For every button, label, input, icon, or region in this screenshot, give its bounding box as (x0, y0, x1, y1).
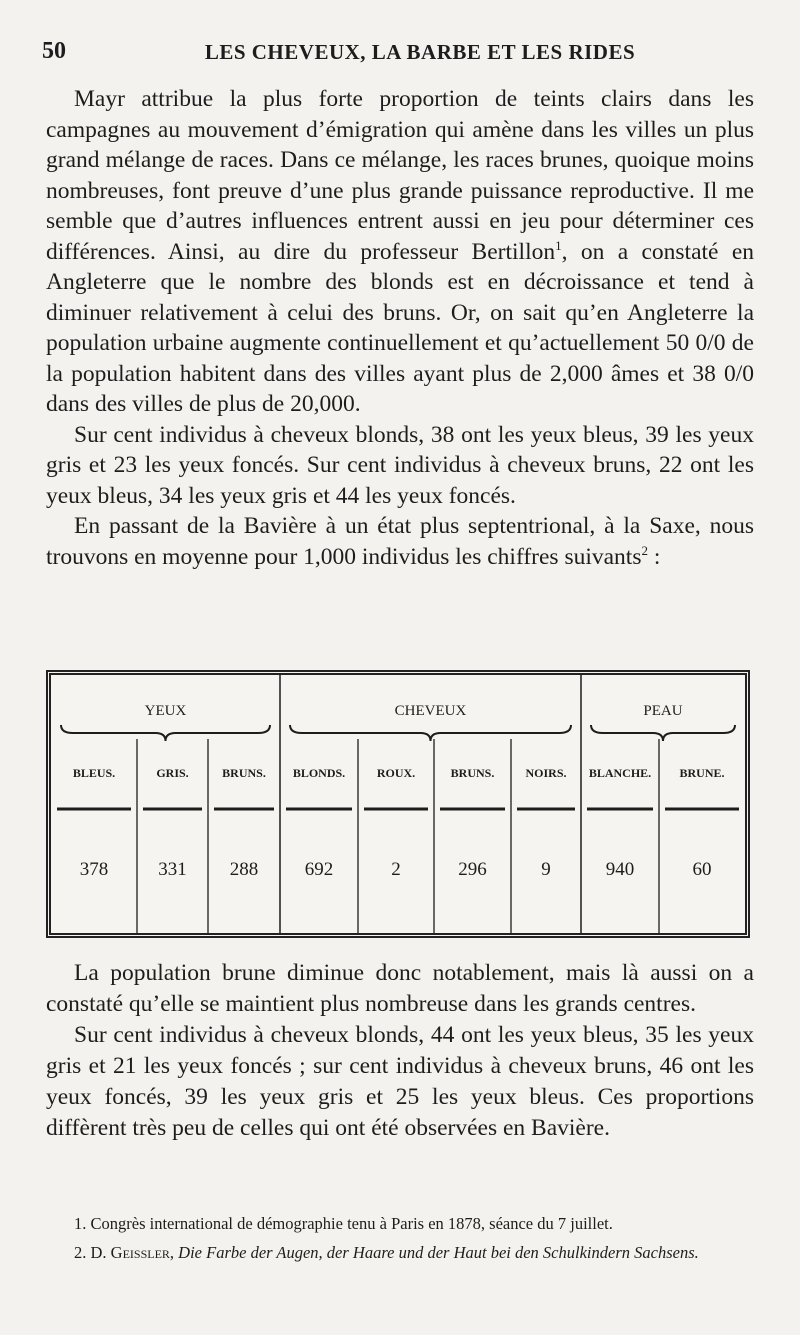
table-value: 2 (391, 859, 401, 880)
table-value: 378 (79, 859, 109, 880)
column-header: BLANCHE. (588, 766, 652, 780)
data-table (46, 670, 750, 938)
column-header: BRUNE. (679, 766, 725, 780)
footnote-ref: 1 (555, 237, 562, 253)
page-number: 50 (42, 38, 66, 64)
column-header: ROUX. (376, 766, 416, 780)
footnote-1: 1. Congrès international de démographie tenu à Paris en 1878, séance du 7 juillet. (74, 1214, 613, 1233)
group-label-1: CHEVEUX (394, 703, 467, 719)
table-value: 60 (692, 859, 712, 880)
table-value: 9 (541, 859, 551, 880)
paragraph: La population brune diminue donc notablement, mais là aussi on a constaté qu’elle se maintient plus nombreuse dans les grands centres. (46, 960, 754, 1017)
group-label-0: YEUX (144, 703, 187, 719)
column-header: GRIS. (156, 766, 189, 780)
group-brace-1 (290, 725, 571, 741)
page-header (40, 38, 760, 72)
body-text-bottom (46, 958, 754, 1144)
paragraph: Mayr attribue la plus forte proportion de teints clairs dans les campagnes au mouvement d’émigration qui amène dans les villes un plus grand mélange de races. Dans ce mélange, les races brunes, quoique moins nombreuses, font preuve d’une plus grande puissance reproductive. Il me semble que d’autres influences entrent aussi en jeu pour déterminer ces différences. Ainsi, au dire du professeur Bertillon$^1$, on a constaté en Angleterre que le nombre des blonds est en décroissance et tend à diminuer relativement à celui des bruns. Or, on sait qu’en Angleterre la population urbaine augmente continuellement et qu’actuellement 50 0/0 de la population habitent dans des villes ayant plus de 2,000 âmes et 38 0/0 dans des villes de plus de 20,000. (46, 86, 755, 417)
column-header: NOIRS. (525, 766, 567, 780)
footnote-ref: 2 (641, 542, 648, 558)
table-value: 940 (605, 859, 635, 880)
paragraph: Sur cent individus à cheveux blonds, 38 ont les yeux bleus, 39 les yeux gris et 23 les yeux foncés. Sur cent individus à cheveux bruns, 22 ont les yeux bleus, 34 les yeux gris et 44 les yeux foncés. (46, 421, 754, 509)
group-label-2: PEAU (643, 703, 683, 719)
footnotes (46, 1212, 754, 1270)
table-value: 692 (304, 859, 334, 880)
running-title: LES CHEVEUX, LA BARBE ET LES RIDES (204, 40, 636, 64)
footnote-2: 2. D. Geissler, Die Farbe der Augen, der Haare und der Haut bei den Schulkindern Sachsens. (74, 1243, 699, 1262)
column-header: BRUNS. (450, 766, 495, 780)
column-header: BLEUS. (72, 766, 116, 780)
body-text-top (46, 84, 754, 572)
paragraph: Sur cent individus à cheveux blonds, 44 ont les yeux bleus, 35 les yeux gris et 21 les yeux foncés ; sur cent individus à cheveux bruns, 46 ont les yeux foncés, 39 les yeux gris et 25 les yeux bleus. Ces proportions diffèrent très peu de celles qui ont été observées en Bavière. (46, 1022, 754, 1141)
column-header: BLONDS. (292, 766, 346, 780)
group-brace-2 (591, 725, 735, 741)
column-header: BRUNS. (222, 766, 266, 780)
table-value: 331 (158, 859, 187, 880)
paragraph: En passant de la Bavière à un état plus septentrional, à la Saxe, nous trouvons en moyenne pour 1,000 individus les chiffres suivants$^2$ : (46, 513, 754, 570)
table-value: 288 (229, 859, 259, 880)
table-value: 296 (458, 859, 487, 880)
group-brace-0 (61, 725, 270, 741)
table-svg (51, 675, 745, 933)
